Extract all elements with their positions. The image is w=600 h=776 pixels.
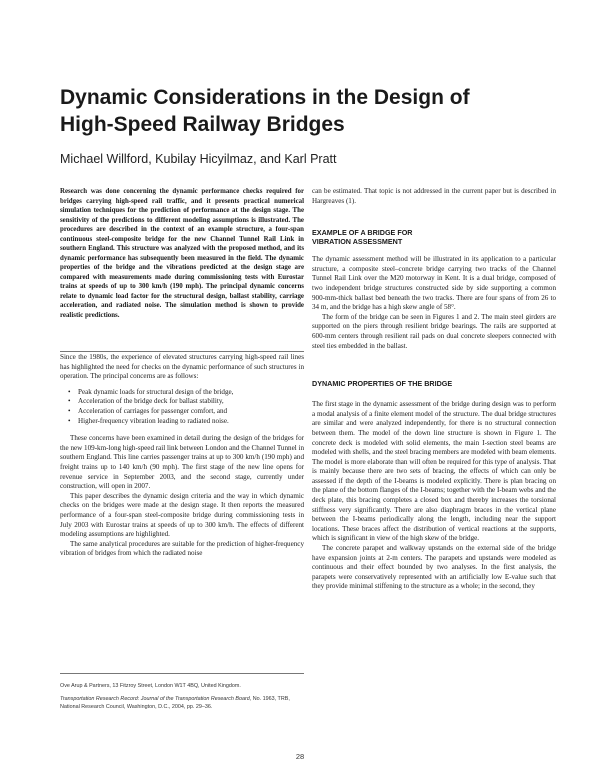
right-paragraph-2: The dynamic assessment method will be illustrated in its application to a particular structure, a composite steel–concrete bridge carrying two tracks of the Channel Tunnel Rail Link over the M20 motorway in Kent. It is a dual bridge, composed of two independent bridge structures constructed side by side supporting a common 900-mm-thick ballast bed beneath the two tracks. There are four spans of from 26 to 34 m, and the bridge has a high skew angle of 58°. [312, 255, 556, 312]
author-list: Michael Willford, Kubilay Hicyilmaz, and Karl Pratt [60, 152, 337, 166]
footnote-citation: No. 1963, TRB, National Research Council, Washington, D.C., 2004, pp. 29–36. [60, 696, 290, 710]
section-heading-dynamic: DYNAMIC PROPERTIES OF THE BRIDGE [312, 379, 453, 389]
list-item: • Higher-frequency vibration leading to radiated noise. [68, 417, 304, 427]
abstract: Research was done concerning the dynamic performance checks required for bridges carrying high-speed rail traffic, and it presents practical numerical simulation techniques for the prediction of performance at the design stage. The sensitivity of the predictions to different modeling assumptions is illustrated. The procedures are described in the context of an example structure, a four-span continuous steel-composite bridge for the new Channel Tunnel Rail Link in southern England. This structure was analyzed with the proposed method, and its dynamic performance has subsequently been measured in the field. The dynamic properties of the bridge and the vibrations predicted at the design stage are compared with measurements made during commissioning tests with Eurostar trains at speeds of up to 300 km/h (190 mph). The principal dynamic concerns relate to dynamic load factor for the structural design, ballast stability, carriage acceleration, and radiated noise. The simulation method is shown to provide realistic predictions. [60, 188, 304, 319]
right-paragraph-1: can be estimated. That topic is not addressed in the current paper but is described in Hargreaves (1). [312, 187, 556, 205]
title-line-2: High-Speed Railway Bridges [60, 113, 345, 136]
footnote-affiliation: Ove Arup & Partners, 13 Fitzroy Street, London W1T 4BQ, United Kingdom. [60, 683, 241, 689]
heading-line-1: EXAMPLE OF A BRIDGE FOR [312, 228, 413, 238]
footnote-journal: Transportation Research Record: Journal of the Transportation Research Board, [60, 696, 252, 702]
intro-paragraph-1: Since the 1980s, the experience of elevated structures carrying high-speed rail lines has highlighted the need for checks on the dynamic performance of such structures in operation. The principal concerns are as follows: [60, 353, 304, 381]
abstract-divider [60, 351, 304, 352]
right-column [312, 187, 556, 592]
section-heading-example [312, 228, 556, 246]
heading-line-2: VIBRATION ASSESSMENT [312, 237, 403, 247]
footnote-citation-block [60, 695, 304, 711]
right-paragraph-5: The concrete parapet and walkway upstands on the external side of the bridge have expansion joints at 2-m centers. The parapets and upstands were modeled as continuous and their effect bounded by two analyses. In the first analysis, the parapets were conservatively represented with an artificially low E-value such that they provide minimal stiffening to the structure as a whole; in the second, they [312, 544, 556, 591]
right-paragraph-3: The form of the bridge can be seen in Figures 1 and 2. The main steel girders are supported on the piers through resilient bridge bearings. The rails are supported at 600-mm centers through resilient rail pads on dual concrete sleepers connected with steel ties embedded in the ballast. [312, 312, 556, 350]
list-item: • Acceleration of the bridge deck for ballast stability, [68, 397, 304, 407]
left-column [60, 353, 304, 559]
intro-paragraph-3: This paper describes the dynamic design criteria and the way in which dynamic checks on the bridges were made at the design stage. It then reports the measured performance of a four-span steel-composite bridge during commissioning tests in July 2003 with Eurostar trains at speeds of up to 300 km/h. The effects of different modeling assumptions are highlighted. [60, 491, 304, 539]
page-number: 28 [295, 752, 305, 761]
right-paragraph-4: The first stage in the dynamic assessment of the bridge during design was to perform a modal analysis of a finite element model of the structure. The dual bridge structures are similar and were analyzed independently, for there is no structural connection between them. The model of the down line structure is shown in Figure 1. The concrete deck is modeled with solid elements, the main I-section steel beams are modeled with shells, and the steel bracing members are modeled with beam elements. The model is more elaborate than will often be required for this type of analysis. That is mainly because there are two sets of bracing, the effects of which can only be assessed if the depth of the I-beams is modeled explicitly. There is plan bracing on the plane of the bottom flanges of the I-beams; together with the I-beam webs and the deck plate, this bracing completes a closed box and thereby increases the torsional stiffness very significantly. There are also diaphragm braces in the vertical plane between the I-beams periodically along the length, including near the support locations. These braces affect the distribution of vertical reactions at the supports, which is significant in view of the high skew of the bridge. [312, 400, 556, 543]
concerns-list [60, 388, 304, 426]
list-item: • Acceleration of carriages for passenger comfort, and [68, 407, 304, 417]
intro-paragraph-4: The same analytical procedures are suitable for the prediction of higher-frequency vibration of bridges from which the radiated noise [60, 539, 304, 558]
footnote [60, 682, 304, 716]
title-line-1: Dynamic Considerations in the Design of [60, 86, 470, 109]
list-item: • Peak dynamic loads for structural design of the bridge, [68, 388, 304, 398]
paper-title [60, 84, 560, 138]
intro-paragraph-2: These concerns have been examined in detail during the design of the bridges for the new 109-km-long high-speed rail link between London and the Channel Tunnel in southern England. This line carries passenger trains at up to 300 km/h (190 mph) and freight trains up to 140 km/h (90 mph). The first stage of the new line opens for revenue service in September 2003, and the second stage, currently under construction, will open in 2007. [60, 434, 304, 491]
footnote-divider [60, 673, 304, 674]
